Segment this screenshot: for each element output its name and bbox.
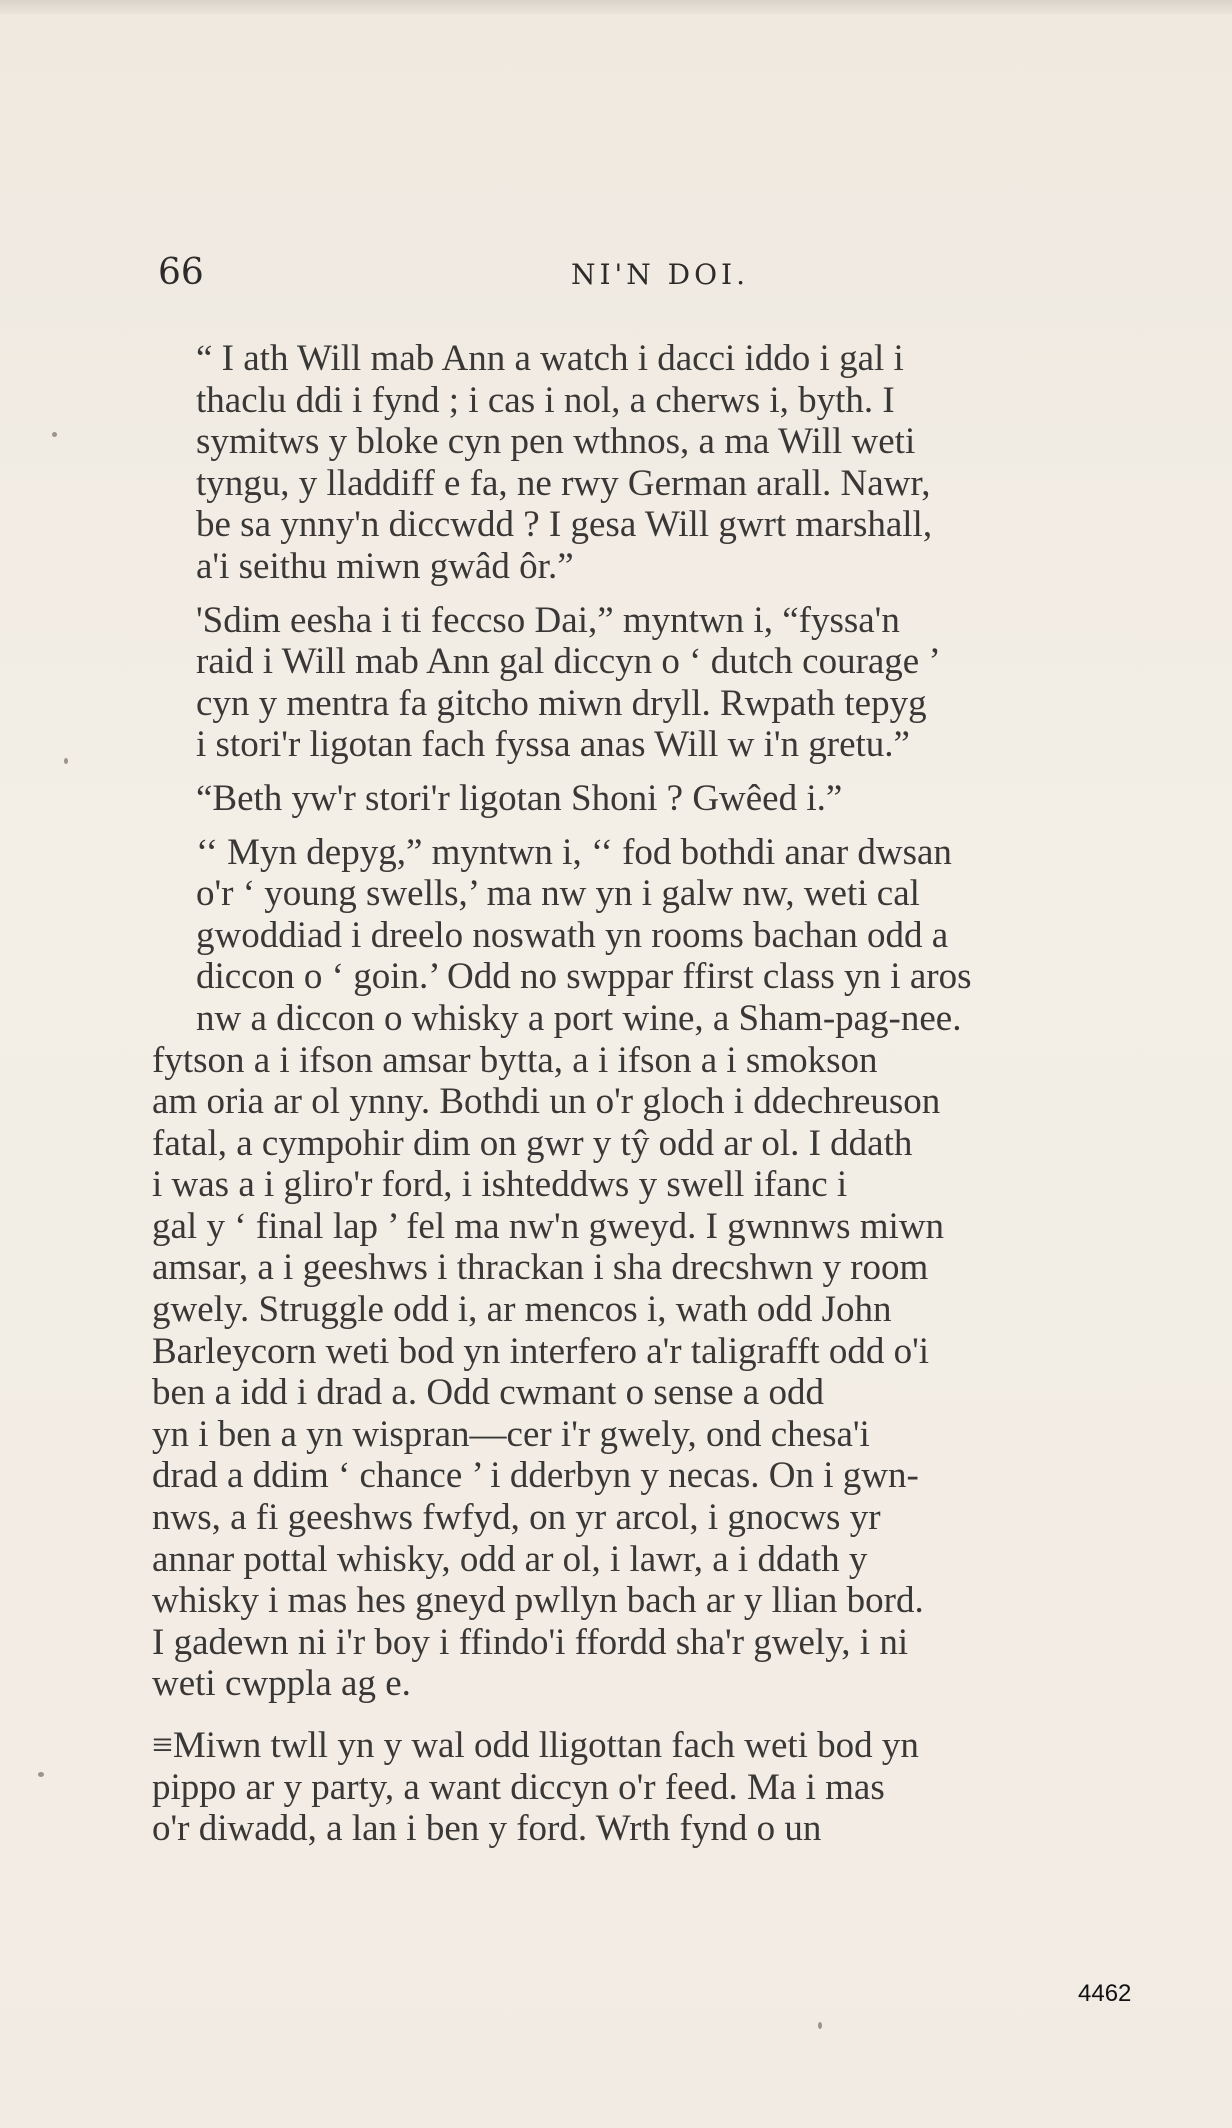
paragraph-5: [152, 1040, 1168, 1706]
text-line: “ I ath Will mab Ann a watch i dacci iddo i gal i: [196, 338, 904, 379]
text-line: amsar, a i geeshws i thrackan i sha drecshwn y room: [152, 1247, 929, 1289]
archive-stamp-number: 4462: [1078, 1980, 1132, 2007]
text-line: “Beth yw'r stori'r ligotan Shoni ? Gwêed i.”: [196, 777, 843, 819]
paper-speck: [818, 2022, 822, 2029]
paper-speck: [52, 432, 57, 437]
paper-speck: [38, 1772, 44, 1777]
text-line: i was a i gliro'r ford, i ishteddws y swell ifanc i: [152, 1164, 848, 1206]
page-header: [152, 252, 1168, 302]
text-line: be sa ynny'n diccwdd ? I gesa Will gwrt marshall,: [196, 504, 933, 546]
text-line: fatal, a cympohir dim on gwr y tŷ odd ar ol. I ddath: [152, 1122, 913, 1164]
text-line: diccon o ‘ goin.’ Odd no swppar ffirst class yn i aros: [196, 956, 972, 998]
text-line: gwely. Struggle odd i, ar mencos i, wath odd John: [152, 1289, 892, 1331]
paragraph-4: [152, 832, 1168, 1040]
text-line: tyngu, y lladdiff e fa, ne rwy German arall. Nawr,: [196, 462, 931, 504]
text-line: weti cwppla ag e.: [152, 1663, 411, 1705]
paragraph-6: [152, 1725, 1168, 1850]
text-line: whisky i mas hes gneyd pwllyn bach ar y llian bord.: [152, 1580, 924, 1622]
text-line: annar pottal whisky, odd ar ol, i lawr, a i ddath y: [152, 1538, 868, 1580]
text-line: yn i ben a yn wispran—cer i'r gwely, ond chesa'i: [152, 1413, 870, 1455]
text-line: fytson a i ifson amsar bytta, a i ifson a i smokson: [152, 1039, 878, 1081]
paragraph-2: [152, 600, 1168, 766]
text-line: nw a diccon o whisky a port wine, a Sham-pag-nee.: [196, 997, 962, 1039]
paper-speck: [64, 758, 68, 764]
text-line: a'i seithu miwn gwâd ôr.”: [196, 545, 574, 587]
text-line: o'r diwadd, a lan i ben y ford. Wrth fynd o un: [152, 1808, 822, 1850]
running-title: NI'N DOI.: [570, 258, 750, 291]
text-line: ben a idd i drad a. Odd cwmant o sense a odd: [152, 1372, 824, 1414]
body-text: [152, 338, 1168, 1862]
text-line: cyn y mentra fa gitcho miwn dryll. Rwpath tepyg: [196, 682, 927, 724]
text-line: pippo ar y party, a want diccyn o'r feed. Ma i mas: [152, 1766, 885, 1808]
paragraph-3: [152, 778, 1168, 820]
text-line: ≡Miwn twll yn y wal odd lligottan fach weti bod yn: [152, 1725, 919, 1766]
text-line: raid i Will mab Ann gal diccyn o ‘ dutch courage ’: [196, 641, 941, 683]
text-line: ‘‘ Myn depyg,” myntwn i, ‘‘ fod bothdi anar dwsan: [196, 831, 952, 873]
text-line: thaclu ddi i fynd ; i cas i nol, a cherws i, byth. I: [196, 379, 895, 421]
text-line: I gadewn ni i'r boy i ffindo'i ffordd sha'r gwely, i ni: [152, 1621, 909, 1663]
text-line: i stori'r ligotan fach fyssa anas Will w i'n gretu.”: [196, 724, 910, 766]
text-line: Barleycorn weti bod yn interfero a'r taligrafft odd o'i: [152, 1330, 930, 1372]
paragraph-1: [152, 338, 1168, 588]
text-line: symitws y bloke cyn pen wthnos, a ma Will weti: [196, 421, 916, 463]
text-line: nws, a fi geeshws fwfyd, on yr arcol, i gnocws yr: [152, 1497, 881, 1539]
text-line: gal y ‘ final lap ’ fel ma nw'n gweyd. I gwnnws miwn: [152, 1205, 945, 1247]
text-line: drad a ddim ‘ chance ’ i dderbyn y necas. On i gwn-: [152, 1455, 919, 1497]
text-line: gwoddiad i dreelo noswath yn rooms bachan odd a: [196, 914, 949, 956]
page-top-edge: [0, 0, 1232, 14]
text-line: 'Sdim eesha i ti feccso Dai,” myntwn i, “fyssa'n: [196, 599, 900, 641]
page-number: 66: [158, 252, 204, 293]
text-line: am oria ar ol ynny. Bothdi un o'r gloch i ddechreuson: [152, 1081, 941, 1123]
text-line: o'r ‘ young swells,’ ma nw yn i galw nw, weti cal: [196, 873, 920, 915]
